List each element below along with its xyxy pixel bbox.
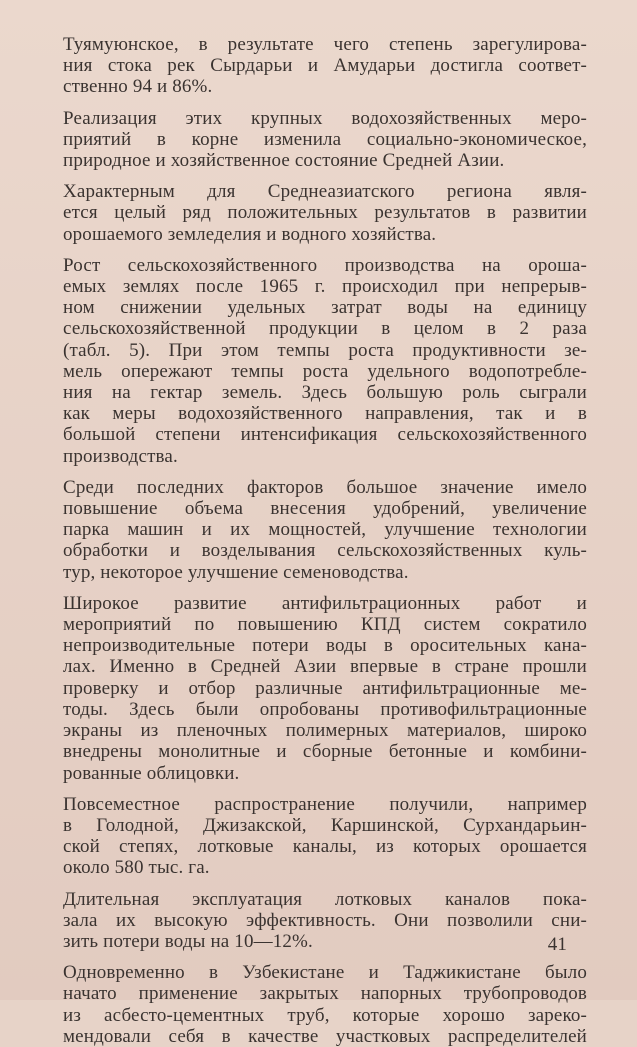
text-line: ской степях, лотковые каналы, из которых орошается [63,836,587,858]
text-line: тоды. Здесь были опробованы противофильтрационные [63,698,587,720]
text-line: Характерным для Среднеазиатского региона явля- [63,181,587,203]
paragraph [63,34,587,98]
text-line: из асбесто-цементных труб, которые хорошо зареко- [63,1004,587,1026]
text-line: около 580 тыс. га. [63,857,210,879]
text-line: Рост сельскохозяйственного производства на ороша- [63,254,587,276]
text-line: мероприятий по повышению КПД систем сократило [63,614,587,636]
text-line: производства. [63,445,178,467]
paragraph [63,108,587,172]
text-line: Одновременно в Узбекистане и Таджикистане было [63,962,587,984]
text-line: ственно 94 и 86%. [63,76,213,98]
text-line: Среди последних факторов большое значение имело [63,476,587,498]
text-line: парка машин и их мощностей, улучшение технологии [63,519,587,541]
text-line: обработки и возделывания сельскохозяйственных куль- [63,540,587,562]
paragraph [63,794,587,879]
text-line: Широкое развитие антифильтрационных работ и [63,592,587,614]
paragraph [63,962,587,1047]
text-line: внедрены монолитные и сборные бетонные и комбини- [63,741,587,763]
text-line: сельскохозяйственной продукции в целом в 2 раза [63,318,587,340]
text-line: мендовали себя в качестве участковых распределителей [63,1025,587,1047]
text-line: повышение объема внесения удобрений, увеличение [63,498,587,520]
text-line: ном снижении удельных затрат воды на единицу [63,297,587,319]
text-line: природное и хозяйственное состояние Средней Азии. [63,150,505,172]
text-line: лах. Именно в Средней Азии впервые в стране прошли [63,656,587,678]
text-line: в Голодной, Джизакской, Каршинской, Сурхандарьин- [63,814,587,836]
page-number: 41 [547,934,567,955]
text-line: экраны из пленочных полимерных материалов, широко [63,720,587,742]
text-line: орошаемого земледелия и водного хозяйства. [63,223,437,245]
paragraph [63,593,587,784]
text-line: зала их высокую эффективность. Они позволили сни- [63,909,587,931]
text-line: зить потери воды на 10—12%. [63,930,313,952]
text-line: Повсеместное распространение получили, например [63,793,587,815]
text-line: начато применение закрытых напорных трубопроводов [63,983,587,1005]
paragraph [63,477,587,583]
text-line: непроизводительные потери воды в оросительных кана- [63,635,587,657]
text-line: (табл. 5). При этом темпы роста продуктивности зе- [63,339,587,361]
text-line: ния на гектар земель. Здесь большую роль сыграли [63,382,587,404]
text-line: большой степени интенсификация сельскохозяйственного [63,424,587,446]
text-line: Туямуюнское, в результате чего степень зарегулирова- [63,34,587,55]
text-line: проверку и отбор различные антифильтрационные ме- [63,677,587,699]
text-line: ется целый ряд положительных результатов в развитии [63,202,587,224]
text-line: приятий в корне изменила социально-экономическое, [63,128,587,150]
paragraph [63,181,587,245]
text-line: тур, некоторое улучшение семеноводства. [63,561,409,583]
text-line: как меры водохозяйственного направления, так и в [63,403,587,425]
text-line: Длительная эксплуатация лотковых каналов пока- [63,888,587,910]
paragraph [63,889,587,953]
text-line: ния стока рек Сырдарьи и Амударьи достигла соответ- [63,55,587,77]
paragraph [63,255,587,467]
text-line: мель опережают темпы роста удельного водопотребле- [63,360,587,382]
text-line: Реализация этих крупных водохозяйственных меро- [63,107,587,129]
text-line: емых землях после 1965 г. происходил при непрерыв- [63,276,587,298]
page-body [63,34,587,1047]
text-line: рованные облицовки. [63,762,240,784]
